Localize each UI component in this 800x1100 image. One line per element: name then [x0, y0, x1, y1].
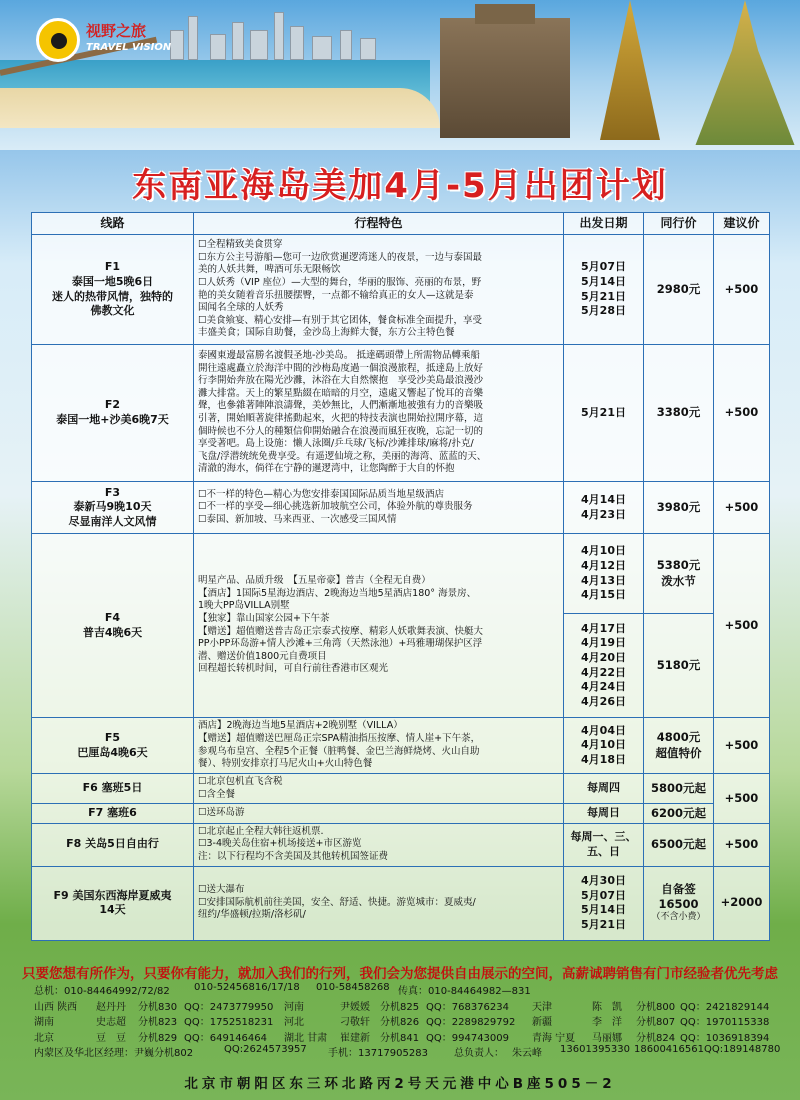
director-label: 总负责人： [454, 1048, 504, 1060]
feature-line: ☐不一样的特色—精心为您安排泰国国际品质当地星级酒店 [198, 488, 445, 500]
date-item: 4月10日 [581, 738, 626, 752]
table-header-row [32, 213, 770, 235]
dates-cell [564, 534, 644, 614]
price-cell: 5180元 [644, 614, 714, 718]
contact-ext: 分机824 [636, 1032, 676, 1044]
route-code: F5 [104, 730, 121, 744]
feature-line: 酒店】2晚海边当地5星酒店+2晚别墅（VILLA） [198, 720, 403, 732]
contacts-main-line [34, 982, 774, 998]
manager-mobile: 手机：13717905283 [328, 1048, 428, 1060]
feature-line: 回程超长转机时间，可自行前往香港市区观光 [198, 663, 389, 675]
route-desc: 迷人的热带风情，独特的 [52, 289, 173, 303]
date-item: 5月14日 [581, 903, 626, 917]
price-cell [644, 718, 714, 774]
price-cell: 3980元 [644, 482, 714, 534]
price-cell: 6200元起 [644, 804, 714, 824]
route-desc: 14天 [99, 903, 126, 917]
route-name: 普吉4晚6天 [82, 625, 143, 639]
contact-ext: 分机807 [636, 1017, 676, 1029]
logo-cn-text: 视野之旅 [86, 22, 147, 40]
route-name: 泰新马9晚10天 [73, 500, 152, 514]
contact-name: 赵丹丹 [96, 1001, 126, 1013]
route-cell [32, 866, 194, 940]
director-phone: 13601395330 [560, 1044, 630, 1056]
feature-line: ☐东方公主号游船—您可一边欣赏暹逻湾迷人的夜景，一边与泰国最 [198, 251, 483, 263]
table-row [32, 235, 770, 345]
contact-qq: QQ：994743009 [426, 1032, 510, 1044]
feature-line: 清澈的海水，倘徉在宁静的暹逻湾中，让您陶醉于大自的怀抱 [198, 463, 455, 475]
contact-ext: 分机829 [138, 1032, 178, 1044]
feature-line: 【酒店】1国际5星海边酒店、2晚海边当地5星酒店180° 海景房、 [198, 587, 477, 599]
feature-line: ☐北京起止全程大韩往返机票. [198, 825, 324, 837]
header-dates: 出发日期 [564, 213, 644, 235]
route-desc: 尽显南洋人文风情 [68, 514, 157, 528]
contacts-block [34, 982, 781, 1060]
feature-line: 行李開始奔放在陽光沙灘，沐浴在大自然懷抱 享受沙美島最浪漫沙 [198, 375, 484, 387]
date-item: 4月26日 [581, 694, 626, 708]
cathedral-image [440, 18, 570, 138]
suggest-price-cell: +500 [714, 534, 770, 718]
route-name: 巴厘岛4晚6天 [77, 745, 148, 759]
date-item: 4月24日 [581, 680, 626, 694]
dates-cell [564, 823, 644, 866]
date-item: 五、日 [587, 844, 620, 858]
feature-line: 【独家】靠山国家公园+下午茶 [198, 612, 330, 624]
date-item: 5月21日 [581, 289, 626, 303]
route-cell: F6 塞班5日 [32, 774, 194, 804]
director-qq: QQ:189148780 [704, 1044, 781, 1056]
date-item: 4月14日 [581, 492, 626, 506]
feature-line: ☐泰国、新加坡、马来西亚、一次感受三国风情 [198, 513, 397, 525]
contact-name: 崔建新 [340, 1032, 370, 1044]
manager: 内蒙区及华北区经理：尹巍分机802 [34, 1048, 194, 1060]
table-row [32, 345, 770, 482]
table-row [32, 482, 770, 534]
date-item: 5月21日 [581, 917, 626, 931]
price-cell: 3380元 [644, 345, 714, 482]
contact-ext: 分机830 [138, 1001, 178, 1013]
contact-ext: 分机826 [380, 1017, 420, 1029]
dates-cell [564, 866, 644, 940]
dates-cell [564, 718, 644, 774]
feature-line: 餐）、特别安排京打马尼火山+火山特色餐 [198, 758, 373, 770]
route-code: F2 [104, 398, 121, 412]
date-item: 4月13日 [581, 573, 626, 587]
table-row [32, 774, 770, 804]
suggest-price-cell: +500 [714, 235, 770, 345]
route-cell [32, 534, 194, 718]
date-item: 4月17日 [581, 621, 626, 635]
region: 青海 宁夏 [532, 1032, 576, 1044]
dates-cell: 每周日 [564, 804, 644, 824]
feature-line: 引著，開始順著旋律搖動起來，火把的特技表演也開始拉開序幕，這 [198, 413, 484, 424]
date-item: 4月15日 [581, 588, 626, 602]
route-cell [32, 482, 194, 534]
header-price: 同行价 [644, 213, 714, 235]
price-value: 16500 [658, 897, 699, 912]
date-item: 4月20日 [581, 650, 626, 664]
region: 天津 [532, 1001, 552, 1013]
date-item: 4月22日 [581, 665, 626, 679]
features-cell [194, 718, 564, 774]
banner [0, 0, 800, 150]
date-item: 4月23日 [581, 507, 626, 521]
date-item: 4月12日 [581, 558, 626, 572]
route-name: 泰国一地5晚6日 [71, 274, 154, 288]
feature-line: ☐北京包机直飞含税 [198, 776, 283, 787]
contact-qq: QQ：1970115338 [680, 1017, 770, 1029]
main-phone: 010-58458268 [316, 982, 390, 993]
feature-line: ☐送大瀑布 [198, 884, 245, 896]
route-cell [32, 345, 194, 482]
features-cell [194, 345, 564, 482]
date-item: 5月14日 [581, 274, 626, 288]
suggest-price-cell: +2000 [714, 866, 770, 940]
features-cell [194, 534, 564, 718]
feature-line: 個時候也不分人的種類信仰開始融合在浪漫而風狂夜晚，忘記一切的 [198, 425, 484, 437]
features-cell [194, 804, 564, 824]
director-phone: 18600416561 [634, 1044, 704, 1056]
region: 山西 陕西 [34, 1001, 78, 1013]
date-item: 5月07日 [581, 260, 626, 274]
price-cell [644, 866, 714, 940]
region: 河北 [284, 1017, 304, 1029]
contact-qq: QQ：768376234 [426, 1001, 510, 1013]
contact-name: 尹媛媛 [340, 1001, 370, 1013]
contact-qq: QQ：2473779950 [184, 1001, 274, 1013]
route-code: F3 [104, 485, 121, 499]
manager-qq: QQ:2624573957 [224, 1044, 307, 1056]
route-name: 泰国一地+沙美6晚7天 [56, 413, 169, 426]
price-cell: 2980元 [644, 235, 714, 345]
contact-row [34, 998, 774, 1014]
feature-line: ☐含全餐 [198, 788, 236, 800]
route-cell: F8 关岛5日自由行 [32, 823, 194, 866]
date-item: 4月19日 [581, 636, 626, 650]
director-name: 朱云峰 [512, 1048, 542, 1060]
date-item: 每周一、三、 [570, 830, 637, 844]
contact-ext: 分机825 [380, 1001, 420, 1013]
price-value: 自备签 [661, 881, 696, 896]
feature-line: 開往遠處矗立於海洋中間的沙梅島度過一個浪漫旅程，抵達島上放好 [198, 362, 484, 374]
contact-name: 刁敬轩 [340, 1017, 370, 1029]
feature-line: 参观乌布皇宫、全程5个正餐（脏鸭餐、金巴兰海鲜烧烤、火山自助 [198, 745, 480, 757]
dates-cell [564, 614, 644, 718]
contact-name: 豆 豆 [96, 1032, 126, 1044]
contact-row [34, 1029, 774, 1045]
route-cell [32, 235, 194, 345]
date-item: 4月10日 [581, 544, 626, 558]
feature-line: 美的人妖共舞，啤酒可乐无限畅饮 [198, 264, 341, 276]
feature-line: 丰盛美食；国际自助餐，金沙岛上海鲜大餐，东方公主特色餐 [198, 327, 455, 339]
price-cell [644, 534, 714, 614]
dates-cell [564, 345, 644, 482]
feature-line: PP小PP环岛游+情人沙滩+三角湾（天然泳池）+玛雅珊瑚保护区浮 [198, 638, 483, 650]
contact-qq: QQ：1752518231 [184, 1017, 274, 1029]
address: 北京市朝阳区东三环北路丙2号天元港中心B座505－2 [184, 1076, 616, 1092]
contact-name: 马丽娜 [592, 1032, 622, 1044]
header-features: 行程特色 [194, 213, 564, 235]
date-item: 4月04日 [581, 723, 626, 737]
features-cell [194, 235, 564, 345]
table-row [32, 823, 770, 866]
contact-name: 史志超 [96, 1017, 126, 1029]
feature-line: 纽约/华盛顿/拉斯/洛杉矶/ [198, 909, 306, 921]
suggest-price-cell: +500 [714, 718, 770, 774]
route-cell [32, 718, 194, 774]
region: 北京 [34, 1032, 54, 1044]
contact-ext: 分机841 [380, 1032, 420, 1044]
header-route: 线路 [32, 213, 194, 235]
price-value: 5380元 [656, 558, 701, 573]
feature-line: ☐3-4晚关岛住宿+机场接送+市区游览 [198, 838, 362, 850]
route-name: F9 美国东西海岸夏威夷 [53, 888, 172, 902]
feature-line: 飞盘/浮潜统统免费享受。有遥逻仙境之称，美丽的海湾、蓝蓝的天、 [198, 450, 487, 462]
region: 新疆 [532, 1017, 552, 1029]
price-cell: 6500元起 [644, 823, 714, 866]
feature-line: 注：以下行程均不含美国及其他转机国签证费 [198, 850, 389, 862]
logo [36, 18, 186, 68]
route-code: F4 [104, 610, 121, 624]
contact-name: 李 洋 [592, 1017, 622, 1029]
feature-line: 聲，也參雜著陣陣浪濤聲，美妙無比，人們漸漸地被強有力的音樂吸 [198, 400, 484, 412]
features-cell [194, 823, 564, 866]
suggest-price-cell: +500 [714, 823, 770, 866]
feature-line: ☐人妖秀（VIP 座位）—大型的舞台，华丽的服饰、亮丽的布景，野 [198, 276, 482, 288]
features-cell [194, 482, 564, 534]
beach-image [0, 88, 440, 128]
fax: 传真：010-84464982—831 [398, 986, 531, 997]
main-phone: 总机：010-84464992/72/82 [34, 986, 170, 997]
region: 河南 [284, 1001, 304, 1013]
suggest-price-cell: +500 [714, 345, 770, 482]
feature-line: 艳的美女随着音乐扭腰摆臀，一点都不输给真正的女人—这就是泰 [198, 289, 474, 301]
contact-qq: QQ：2421829144 [680, 1001, 770, 1013]
feature-line: ☐安排国际航机前往美国，安全、舒适、快捷。游览城市：夏威夷/ [198, 896, 476, 908]
price-note: 超值特价 [655, 745, 702, 760]
date-item: 5月21日 [581, 405, 626, 419]
route-desc: 佛教文化 [90, 304, 135, 318]
date-item: 4月30日 [581, 874, 626, 888]
table-row [32, 718, 770, 774]
contact-qq: QQ：2289829792 [426, 1017, 516, 1029]
feature-line: ☐送环岛游 [198, 807, 245, 819]
features-cell [194, 774, 564, 804]
feature-line: ☐美食飨宴、精心安排—有别于其它团体，餐食标准全面提升，享受 [198, 314, 483, 326]
route-code: F1 [104, 260, 121, 274]
temple-spire-image [600, 0, 660, 140]
table-row [32, 534, 770, 614]
contact-ext: 分机823 [138, 1017, 178, 1029]
price-value: 4800元 [656, 730, 701, 745]
table-row [32, 804, 770, 824]
price-note: 泼水节 [661, 573, 696, 588]
feature-line: 【赠送】超值赠送巴厘岛正宗SPA精油指压按摩、情人崖+下午茶， [198, 732, 481, 744]
feature-line: 1晚大PP岛VILLA别墅 [198, 600, 290, 612]
thai-temple-image [690, 0, 800, 145]
contact-qq: QQ：1036918394 [680, 1032, 770, 1044]
feature-line: ☐全程精致美食贯穿 [198, 239, 283, 251]
suggest-price-cell: +500 [714, 774, 770, 824]
contact-qq: QQ：649146464 [184, 1032, 268, 1044]
route-cell: F7 塞班6 [32, 804, 194, 824]
date-item: 5月07日 [581, 888, 626, 902]
table-row [32, 866, 770, 940]
features-cell [194, 866, 564, 940]
feature-line: 潜、赠送价值1800元自费项目 [198, 650, 327, 662]
logo-en-text: TRAVEL VISION [86, 42, 172, 53]
price-note: （不含小费） [651, 912, 706, 923]
feature-line: 国闻名全球的人妖秀 [198, 302, 284, 314]
eye-logo-icon [36, 18, 80, 62]
price-cell: 5800元起 [644, 774, 714, 804]
contact-name: 陈 凯 [592, 1001, 622, 1013]
feature-line: 【赠送】超值赠送普吉岛正宗泰式按摩、精彩人妖歌舞表演、快艇大 [198, 625, 484, 637]
contact-row [34, 1013, 774, 1029]
suggest-price-cell: +500 [714, 482, 770, 534]
date-item: 5月28日 [581, 304, 626, 318]
header-suggest: 建议价 [714, 213, 770, 235]
dates-cell [564, 482, 644, 534]
region: 湖南 [34, 1017, 54, 1029]
dates-cell [564, 235, 644, 345]
recruit-banner: 只要您想有所作为，只要你有能力，就加入我们的行列，我们会为您提供自由展示的空间，高薪诚聘销售有门市经验者优先考虑 [22, 966, 778, 982]
feature-line: 享受著吧。島上设施：懒人泳圈/乒乓球/飞标/沙滩排球/麻将/扑克/ [198, 438, 474, 450]
contacts-manager-line [34, 1044, 781, 1060]
feature-line: 灘大排當。天上的繁星點綴在暗暗的月空，遠處又響起了悅耳的音樂 [198, 387, 484, 399]
dates-cell: 每周四 [564, 774, 644, 804]
feature-line: 泰國東邊最富勝名渡假圣地-沙美岛。 抵達碼頭帶上所需物品轉乘船 [198, 350, 480, 362]
region: 湖北 甘肃 [284, 1032, 328, 1044]
tour-table [31, 212, 770, 941]
date-item: 4月18日 [581, 752, 626, 766]
feature-line: 明星产品、品质升级 【五星帝豪】普吉（全程无自费） [198, 575, 431, 587]
main-phone: 010-52456816/17/18 [194, 982, 300, 993]
contact-ext: 分机800 [636, 1001, 676, 1013]
page-title: 东南亚海岛美加4月-5月出团计划 [132, 166, 668, 206]
feature-line: ☐不一样的享受—细心挑选新加坡航空公司，体验外航的尊贵服务 [198, 501, 473, 513]
